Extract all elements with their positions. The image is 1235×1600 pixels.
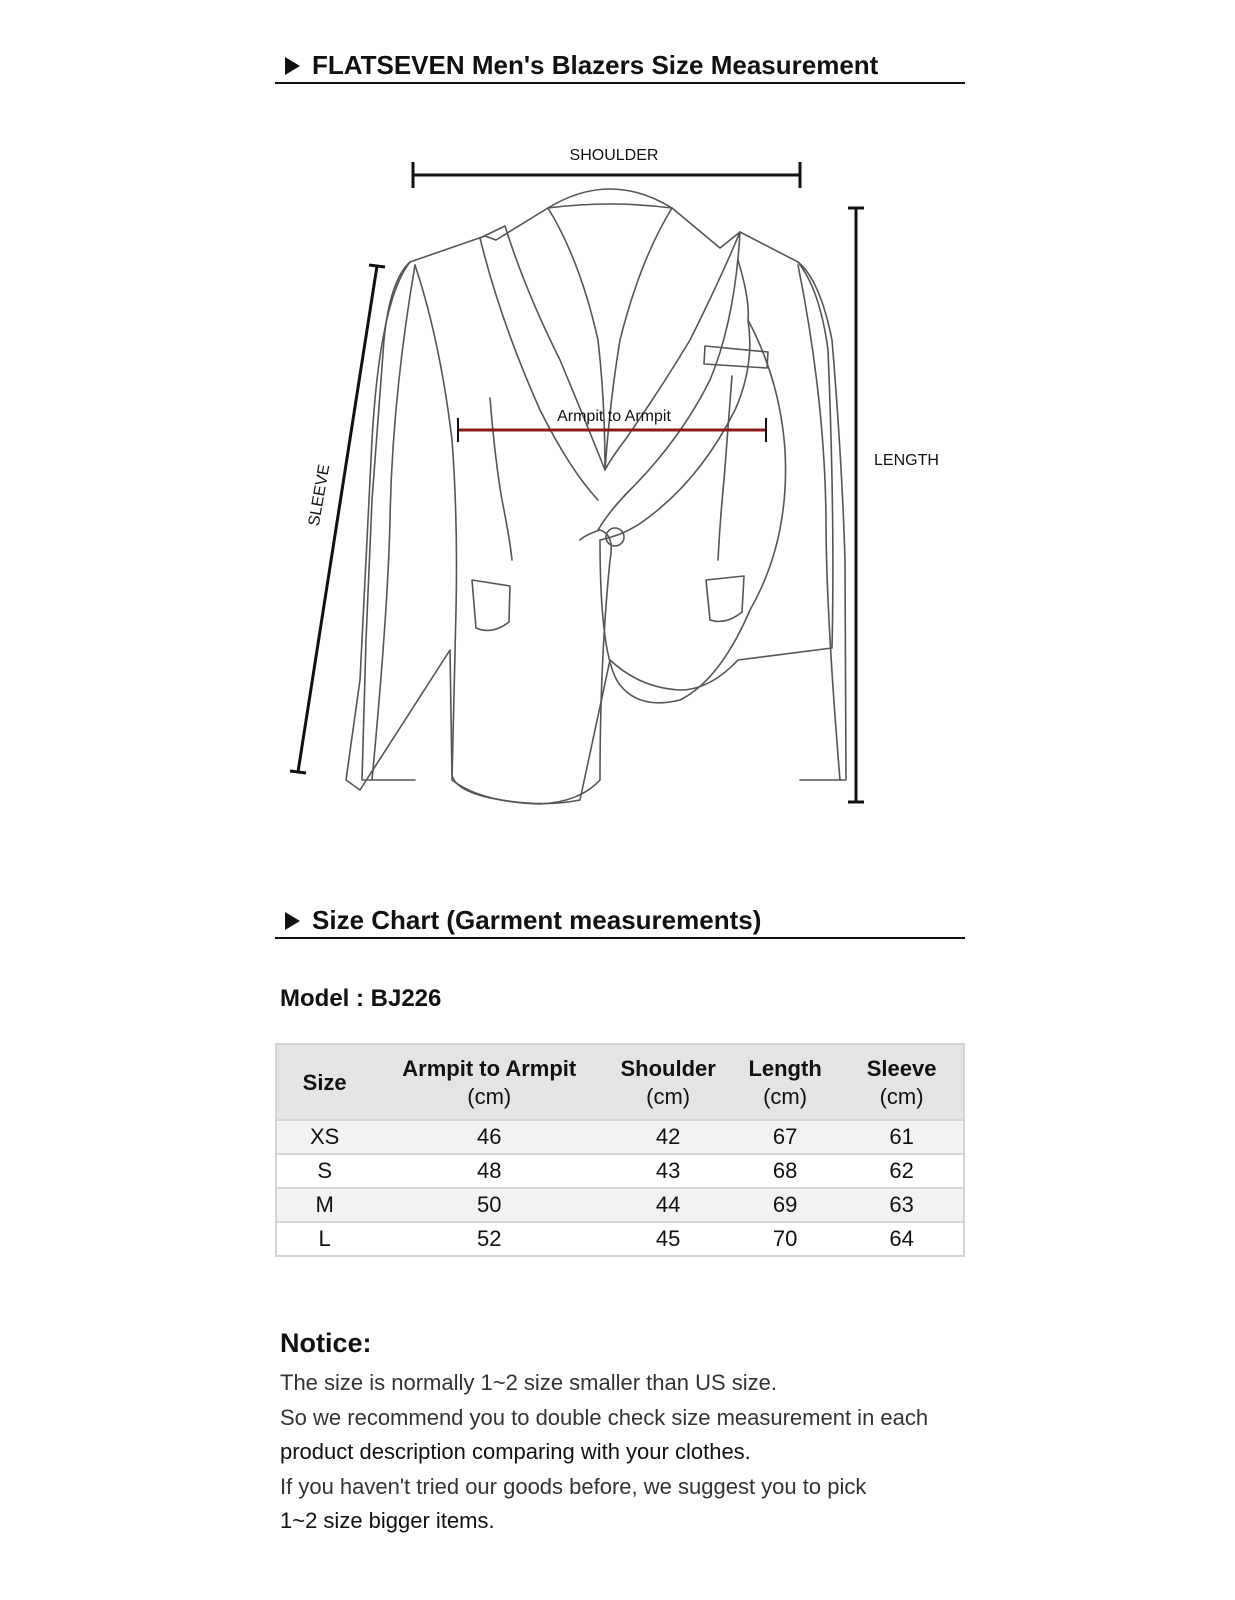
- notice-line: So we recommend you to double check size measurement in each: [280, 1404, 929, 1430]
- table-cell: 44: [606, 1188, 730, 1222]
- size-chart-heading: [275, 905, 965, 939]
- table-cell: 69: [730, 1188, 840, 1222]
- table-cell: XS: [276, 1120, 372, 1154]
- notice-line: The size is normally 1~2 size smaller than US size.: [280, 1370, 778, 1395]
- armpit-label: Armpit to Armpit: [557, 408, 671, 425]
- shoulder-measure-line: [413, 162, 800, 188]
- length-measure-line: [848, 208, 864, 802]
- table-cell: L: [276, 1222, 372, 1256]
- column-header: Sleeve (cm): [840, 1044, 964, 1120]
- column-header: Size: [276, 1044, 372, 1120]
- table-row: [276, 1154, 964, 1188]
- size-table: [275, 1043, 965, 1257]
- blazer-outline: [346, 189, 846, 804]
- size-chart-heading-text: Size Chart (Garment measurements): [312, 905, 762, 935]
- table-cell: 50: [372, 1188, 606, 1222]
- notice-line: product description comparing with your clothes.: [280, 1439, 751, 1464]
- table-cell: S: [276, 1154, 372, 1188]
- table-cell: 62: [840, 1154, 964, 1188]
- column-header: Armpit to Armpit (cm): [372, 1044, 606, 1120]
- table-cell: 45: [606, 1222, 730, 1256]
- table-cell: 52: [372, 1222, 606, 1256]
- table-cell: M: [276, 1188, 372, 1222]
- table-cell: 61: [840, 1120, 964, 1154]
- page-title: [275, 50, 965, 84]
- notice-text: [280, 1366, 928, 1539]
- triangle-bullet-icon: [285, 57, 300, 75]
- shoulder-label: SHOULDER: [569, 147, 659, 164]
- table-cell: 48: [372, 1154, 606, 1188]
- page-title-text: FLATSEVEN Men's Blazers Size Measurement: [312, 50, 879, 80]
- column-header: Length (cm): [730, 1044, 840, 1120]
- triangle-bullet-icon: [285, 912, 300, 930]
- table-row: [276, 1188, 964, 1222]
- table-cell: 64: [840, 1222, 964, 1256]
- notice-title: Notice:: [280, 1328, 372, 1358]
- table-cell: 46: [372, 1120, 606, 1154]
- notice-line: 1~2 size bigger items.: [280, 1508, 495, 1533]
- table-cell: 43: [606, 1154, 730, 1188]
- table-cell: 63: [840, 1188, 964, 1222]
- blazer-diagram: [280, 140, 970, 840]
- table-cell: 67: [730, 1120, 840, 1154]
- table-row: [276, 1222, 964, 1256]
- table-cell: 70: [730, 1222, 840, 1256]
- model-label: Model : BJ226: [280, 985, 442, 1012]
- column-header: Shoulder (cm): [606, 1044, 730, 1120]
- table-header-row: [276, 1044, 964, 1120]
- length-label: LENGTH: [874, 452, 939, 469]
- notice-line: If you haven't tried our goods before, we suggest you to pick: [280, 1473, 867, 1499]
- table-cell: 68: [730, 1154, 840, 1188]
- sleeve-label: SLEEVE: [305, 463, 334, 528]
- table-row: [276, 1120, 964, 1154]
- table-cell: 42: [606, 1120, 730, 1154]
